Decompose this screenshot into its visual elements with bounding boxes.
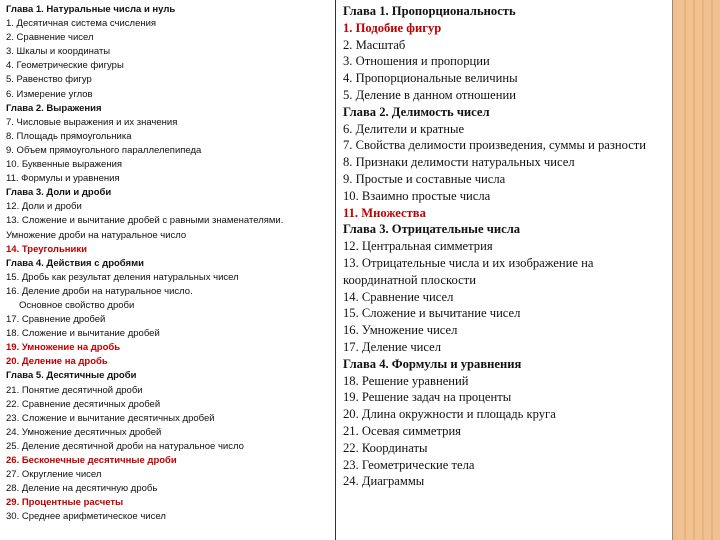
topic-item: 6. Измерение углов <box>6 88 93 100</box>
topic-item: 16. Деление дроби на натуральное число. <box>6 285 193 297</box>
topic-item: 24. Умножение десятичных дробей <box>6 426 162 438</box>
highlighted-topic: 14. Треугольники <box>6 243 87 255</box>
highlighted-topic: 11. Множества <box>343 205 426 220</box>
topic-item: 5. Деление в данном отношении <box>343 87 516 102</box>
chapter-heading: Глава 3. Отрицательные числа <box>343 222 521 237</box>
topic-item: 20. Длина окружности и площадь круга <box>343 407 556 422</box>
topic-item: 22. Сравнение десятичных дробей <box>6 398 161 410</box>
topic-item: 8. Площадь прямоугольника <box>6 130 132 142</box>
chapter-heading: Глава 1. Натуральные числа и нуль <box>6 4 176 15</box>
topic-item: 18. Сложение и вычитание дробей <box>6 328 160 340</box>
topic-item: 21. Осевая симметрия <box>343 423 461 438</box>
topic-item: 15. Дробь как результат деления натуральных чисел <box>6 271 239 283</box>
background-stripes <box>677 0 720 540</box>
topic-item: 7. Свойства делимости произведения, суммы и разности <box>343 138 647 153</box>
topic-item: 18. Решение уравнений <box>343 373 469 388</box>
topic-item: 24. Диаграммы <box>343 474 425 489</box>
topic-item: 2. Сравнение чисел <box>6 32 94 44</box>
topic-item: 10. Буквенные выражения <box>6 159 123 171</box>
topic-item: 2. Масштаб <box>343 37 406 52</box>
topic-item: 11. Формулы и уравнения <box>6 173 120 185</box>
topic-item: 23. Геометрические тела <box>343 457 475 472</box>
highlighted-topic: 1. Подобие фигур <box>343 20 442 35</box>
topic-item: 12. Центральная симметрия <box>343 239 493 254</box>
topic-item: 6. Делители и кратные <box>343 121 465 136</box>
highlighted-topic: 26. Бесконечные десятичные дроби <box>6 455 177 466</box>
topic-item: 8. Признаки делимости натуральных чисел <box>343 155 575 170</box>
topic-item: 27. Округление чисел <box>6 469 102 481</box>
topic-item: 21. Понятие десятичной дроби <box>6 384 143 396</box>
topic-item: 13. Сложение и вычитание дробей с равными знаменателями. <box>6 215 284 227</box>
topic-item: 23. Сложение и вычитание десятичных дробей <box>6 412 215 424</box>
topic-item: Основное свойство дроби <box>19 299 135 311</box>
topic-item: 9. Объем прямоугольного параллелепипеда <box>6 144 202 156</box>
topic-item: 17. Деление чисел <box>343 339 442 354</box>
left-column <box>6 3 332 524</box>
topic-item: 3. Отношения и пропорции <box>343 54 490 69</box>
highlighted-topic: 19. Умножение на дробь <box>6 342 121 354</box>
topic-item: 15. Сложение и вычитание чисел <box>343 306 521 321</box>
topic-item: 4. Геометрические фигуры <box>6 60 124 72</box>
topic-item: 14. Сравнение чисел <box>343 289 454 304</box>
topic-item: 13. Отрицательные числа и их изображение на координатной плоскости <box>343 255 594 287</box>
column-divider <box>335 0 336 540</box>
right-column <box>343 3 669 490</box>
chapter-heading: Глава 5. Десятичные дроби <box>6 370 137 382</box>
chapter-heading: Глава 4. Формулы и уравнения <box>343 356 522 371</box>
topic-item: Умножение дроби на натуральное число <box>6 229 187 241</box>
topic-item: 10. Взаимно простые числа <box>343 188 491 203</box>
topic-item: 7. Числовые выражения и их значения <box>6 116 178 128</box>
topic-item: 3. Шкалы и координаты <box>6 46 111 58</box>
highlighted-topic: 20. Деление на дробь <box>6 356 108 368</box>
chapter-heading: Глава 2. Делимость чисел <box>343 104 490 119</box>
topic-item: 16. Умножение чисел <box>343 323 458 338</box>
chapter-heading: Глава 3. Доли и дроби <box>6 187 112 199</box>
topic-item: 19. Решение задач на проценты <box>343 390 512 405</box>
topic-item: 4. Пропорциональные величины <box>343 71 518 86</box>
topic-item: 12. Доли и дроби <box>6 201 82 213</box>
topic-item: 1. Десятичная система счисления <box>6 18 157 30</box>
chapter-heading: Глава 1. Пропорциональность <box>343 4 516 18</box>
topic-item: 30. Среднее арифметическое чисел <box>6 511 166 523</box>
chapter-heading: Глава 4. Действия с дробями <box>6 257 144 269</box>
topic-item: 22. Координаты <box>343 440 428 455</box>
chapter-heading: Глава 2. Выражения <box>6 102 102 114</box>
highlighted-topic: 29. Процентные расчеты <box>6 497 124 509</box>
topic-item: 25. Деление десятичной дроби на натуральное число <box>6 440 244 452</box>
topic-item: 9. Простые и составные числа <box>343 171 506 186</box>
topic-item: 17. Сравнение дробей <box>6 314 106 326</box>
topic-item: 28. Деление на десятичную дробь <box>6 483 158 495</box>
topic-item: 5. Равенство фигур <box>6 74 92 86</box>
